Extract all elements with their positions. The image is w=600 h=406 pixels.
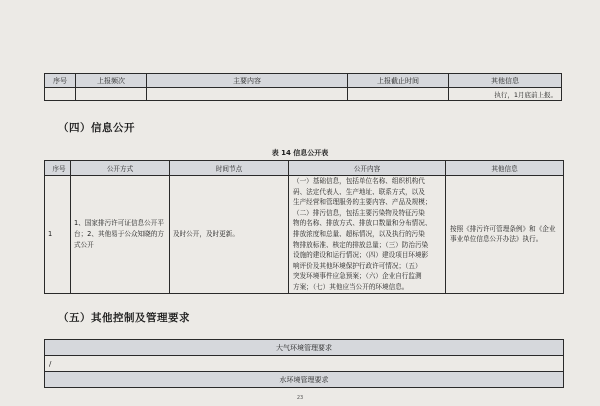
content-line: 码、法定代表人、生产地址、联系方式，以及: [293, 187, 425, 196]
cell-method: 1、国家排污许可证信息公开平台；2、其他易于公众知晓的方式公开: [71, 176, 170, 294]
table-caption: 表 14 信息公开表: [271, 149, 329, 157]
section-title: （五）其他控制及管理要求: [58, 312, 190, 324]
content-line: （一）基础信息，包括单位名称、组织机构代: [293, 177, 425, 185]
report-table: [44, 73, 562, 101]
col-other: 其他信息: [449, 74, 562, 88]
col-method: 公开方式: [71, 161, 170, 176]
col-content: 主要内容: [147, 74, 348, 88]
report-note: 执行，1月底前上报。: [449, 88, 562, 101]
content-line: 响评价及其他环境保护行政许可情况；（五）: [293, 261, 422, 270]
table-row: [45, 176, 564, 294]
report-table-header: [45, 74, 562, 88]
cell-other: 按照《排污许可管理条例》和《企业事业单位信息公开办法》执行。: [446, 176, 564, 294]
page-number: 23: [296, 395, 304, 401]
management-requirements-table: [44, 339, 564, 388]
water-requirements-title: 水环境管理要求: [45, 372, 564, 388]
content-line: 排放浓度和总量、超标情况，以及执行的污染: [293, 229, 425, 238]
col-deadline: 上报截止时间: [348, 74, 449, 88]
content-line: 方案；（七）其他应当公开的环境信息。: [293, 282, 409, 291]
content-line: 物的名称、排放方式、排放口数量和分布情况、: [293, 219, 432, 228]
table-header: [45, 161, 564, 176]
content-line: 生产经营和管理服务的主要内容、产品及规模；: [293, 198, 432, 207]
info-disclosure-table: [44, 160, 564, 294]
cell-timing: 及时公开，及时更新。: [170, 176, 289, 294]
air-requirements-value: /: [45, 356, 564, 372]
section-title: （四）信息公开: [58, 122, 135, 134]
col-no: 序号: [45, 161, 71, 176]
content-line: 物排放标准、核定的排放总量；（三）防治污染: [293, 240, 429, 249]
content-line: 突发环境事件应急预案；（六）企业自行监测: [293, 272, 422, 281]
col-content: 公开内容: [289, 161, 446, 176]
col-timing: 时间节点: [170, 161, 289, 176]
report-table-row: [45, 88, 562, 101]
content-line: （二）排污信息，包括主要污染物及特征污染: [293, 208, 425, 217]
cell-content: [289, 176, 446, 294]
col-no: 序号: [45, 74, 76, 88]
cell-no: 1: [45, 176, 71, 294]
air-requirements-title: 大气环境管理要求: [45, 340, 564, 356]
content-line: 设施的建设和运行情况；（四）建设项目环境影: [293, 251, 429, 260]
col-other: 其他信息: [446, 161, 564, 176]
col-frequency: 上报频次: [76, 74, 147, 88]
